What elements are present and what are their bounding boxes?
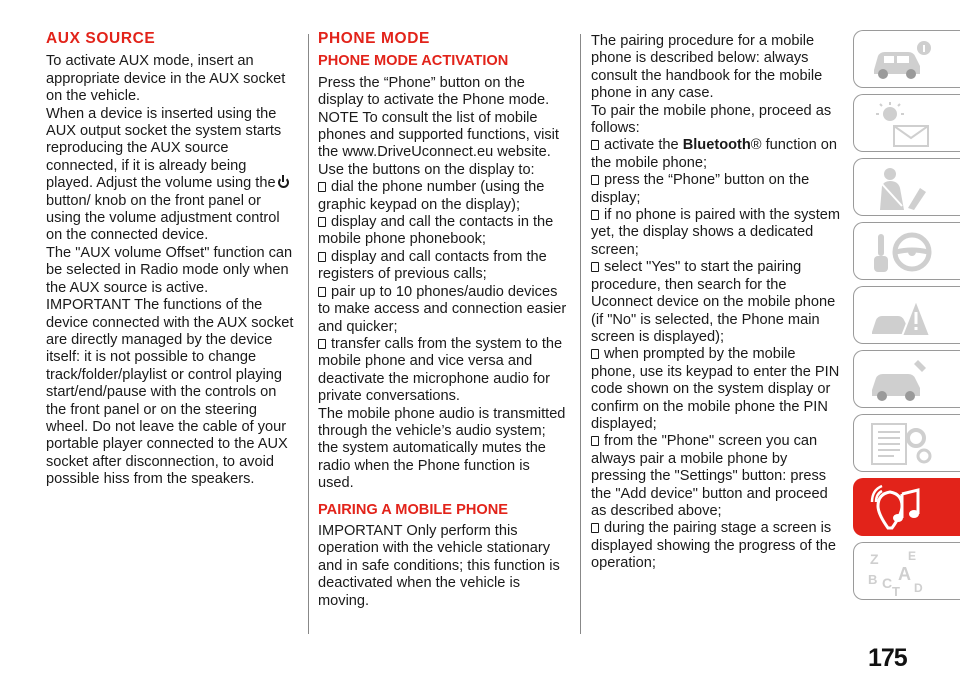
index-letter: C bbox=[882, 575, 893, 591]
list-item: press the “Phone” button on the display; bbox=[591, 172, 810, 206]
bullet-box-icon bbox=[591, 436, 599, 446]
tab-safety[interactable] bbox=[853, 158, 960, 216]
index-letter: Z bbox=[870, 551, 879, 567]
index-letter: D bbox=[914, 581, 923, 595]
tab-emergency[interactable] bbox=[853, 286, 960, 344]
section-title-phone-mode: PHONE MODE bbox=[318, 30, 430, 47]
index-letter: A bbox=[898, 564, 911, 584]
paragraph: IMPORTANT Only perform this operation with the vehicle stationary and in safe conditions; this function is deactivated when the vehicle is moving. bbox=[318, 522, 560, 609]
paragraph: The mobile phone audio is transmitted through the vehicle’s audio system; the system automatically mutes the radio when the Phone function is used. bbox=[318, 405, 566, 492]
multimedia-icon bbox=[868, 484, 938, 532]
bullet-box-icon bbox=[318, 252, 326, 262]
emergency-triangle-icon bbox=[868, 292, 938, 340]
subsection-title-activation: PHONE MODE ACTIVATION bbox=[318, 53, 509, 70]
paragraph: NOTE To consult the list of mobile phones and supported functions, visit the www.DriveUconnect.eu website. bbox=[318, 109, 559, 161]
warning-lights-icon bbox=[868, 100, 938, 148]
list-item: activate the Bluetooth® function on the mobile phone; bbox=[591, 137, 838, 171]
tab-maintenance[interactable] bbox=[853, 350, 960, 408]
paragraph: IMPORTANT The functions of the device connected with the AUX socket are directly managed by the device itself: it is not possible to change track/folder/playlist or control playing start/end/pause with the controls on the front panel or on the steering wheel. Do not leave the cable of your portable player connected to the AUX socket after disconnection, to avoid possible hiss from the speakers. bbox=[46, 297, 294, 488]
bullet-box-icon bbox=[591, 175, 599, 185]
paragraph: The pairing procedure for a mobile phone is described below: always consult the handbook for the mobile phone in any case. bbox=[591, 33, 823, 102]
chapter-tabs bbox=[853, 30, 960, 606]
bullet-box-icon bbox=[591, 210, 599, 220]
tab-technical-data[interactable] bbox=[853, 414, 960, 472]
bullet-box-icon bbox=[318, 287, 326, 297]
page-number: 175 bbox=[868, 644, 907, 672]
column-divider bbox=[308, 34, 309, 634]
column-aux-source bbox=[46, 30, 296, 489]
car-info-icon bbox=[868, 36, 938, 84]
index-letter: B bbox=[868, 572, 878, 587]
section-title-aux-source: AUX SOURCE bbox=[46, 30, 156, 47]
bullet-box-icon bbox=[318, 217, 326, 227]
key-steering-wheel-icon bbox=[868, 228, 938, 276]
list-item: pair up to 10 phones/audio devices to make access and connection easier and quicker; bbox=[318, 283, 567, 335]
bullet-box-icon bbox=[591, 262, 599, 272]
tab-index[interactable] bbox=[853, 542, 960, 600]
paragraph: To pair the mobile phone, proceed as follows: bbox=[591, 102, 832, 137]
list-item: dial the phone number (using the graphic keypad on the display); bbox=[318, 179, 545, 213]
list-item: display and call contacts from the registers of previous calls; bbox=[318, 248, 547, 283]
tab-starting-driving[interactable] bbox=[853, 222, 960, 280]
bullet-box-icon bbox=[591, 140, 599, 150]
list-item: when prompted by the mobile phone, use its keypad to enter the PIN code shown on the system display or confirm on the mobile phone the PIN displayed; bbox=[591, 346, 840, 432]
bullet-box-icon bbox=[318, 339, 326, 349]
seatbelt-safety-icon bbox=[868, 164, 938, 212]
list-item: select "Yes" to start the pairing procedure, then search for the Uconnect device on the mobile phone (if "No" is selected, the Phone main screen is displayed); bbox=[591, 259, 836, 345]
power-knob-icon bbox=[278, 177, 289, 188]
bullet-box-icon bbox=[591, 349, 599, 359]
list-item: display and call the contacts in the mobile phone phonebook; bbox=[318, 214, 554, 248]
list-item: from the "Phone" screen you can always pair a mobile phone by pressing the "Settings" button: press the "Add device" button and proceed as described above; bbox=[591, 433, 828, 519]
subsection-title-pairing: PAIRING A MOBILE PHONE bbox=[318, 501, 508, 518]
bullet-box-icon bbox=[318, 182, 326, 192]
index-letter: T bbox=[892, 584, 900, 596]
paragraph: Use the buttons on the display to: bbox=[318, 161, 535, 178]
paragraph: The "AUX volume Offset" function can be selected in Radio mode only when the AUX source is active. bbox=[46, 244, 293, 296]
list-item: during the pairing stage a screen is displayed showing the progress of the operation; bbox=[591, 520, 837, 572]
paragraph: When a device is inserted using the AUX output socket the system starts reproducing the AUX source connected, if it is already being played. Adjust the volume using thebutton/ knob on the front panel or using the volume adjustment control on the connected device. bbox=[46, 106, 296, 245]
tab-multimedia[interactable] bbox=[853, 478, 960, 536]
bullet-box-icon bbox=[591, 523, 599, 533]
tab-car-info[interactable] bbox=[853, 30, 960, 88]
technical-data-icon bbox=[868, 420, 938, 468]
list-item: transfer calls from the system to the mobile phone and vice versa and deactivate the microphone audio for private conversations. bbox=[318, 335, 563, 405]
index-letter: E bbox=[908, 549, 917, 563]
column-pairing-procedure bbox=[591, 33, 841, 573]
paragraph: Press the “Phone” button on the display to activate the Phone mode. bbox=[318, 74, 550, 109]
list-item: if no phone is paired with the system yet, the display shows a dedicated screen; bbox=[591, 207, 841, 258]
paragraph: To activate AUX mode, insert an appropriate device in the AUX socket on the vehicle. bbox=[46, 53, 286, 105]
car-maintenance-icon bbox=[868, 356, 938, 404]
column-divider bbox=[580, 34, 581, 634]
index-letters-icon bbox=[868, 548, 938, 596]
tab-warning-lights[interactable] bbox=[853, 94, 960, 152]
column-phone-mode bbox=[318, 30, 568, 610]
